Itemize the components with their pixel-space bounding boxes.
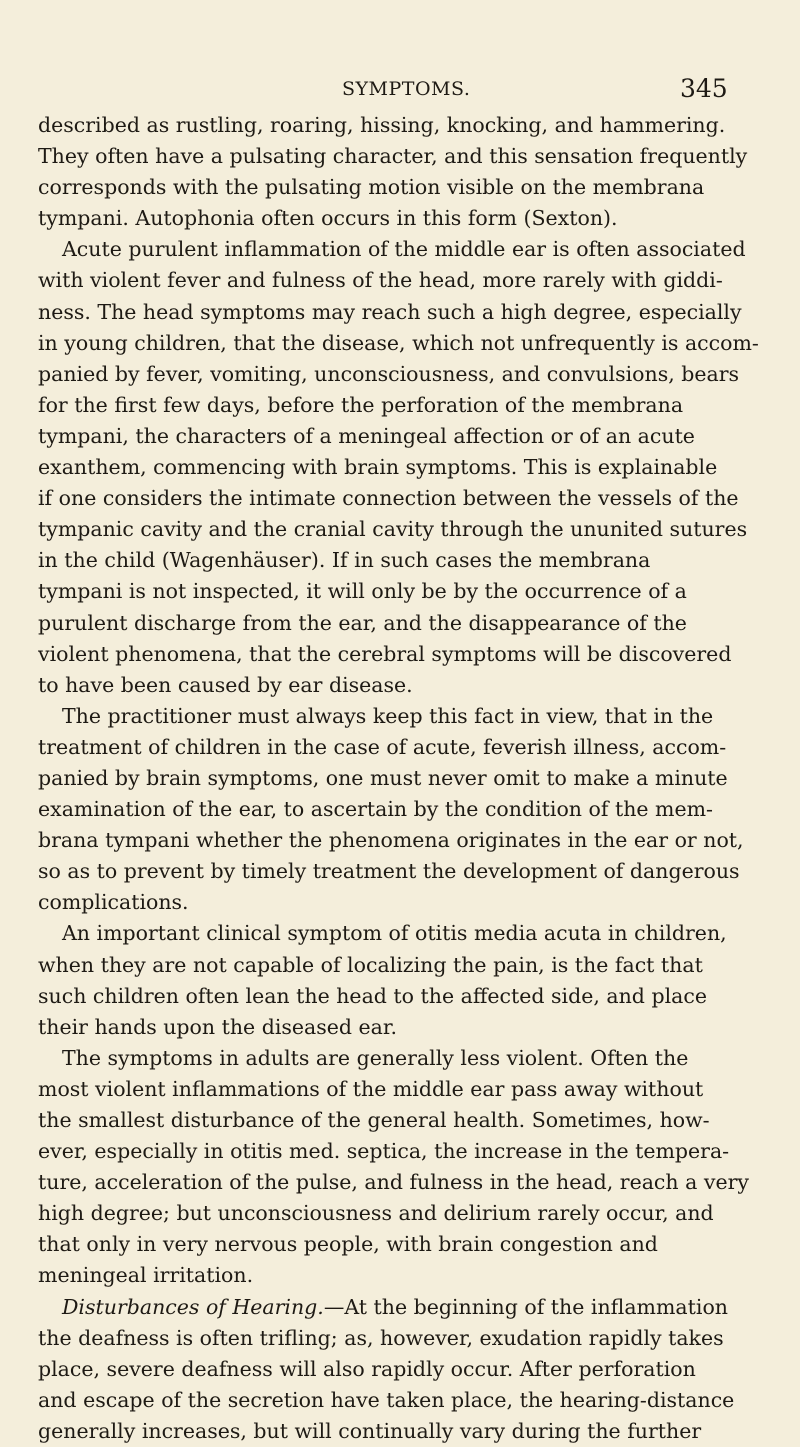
text-line: to have been caused by ear disease. bbox=[38, 672, 413, 697]
text-line: and escape of the secretion have taken place, the hearing-distance bbox=[38, 1387, 735, 1412]
text-line: for the first few days, before the perforation of the membrana bbox=[38, 392, 684, 417]
text-line: meningeal irritation. bbox=[38, 1263, 254, 1288]
text-line: An important clinical symptom of otitis media acuta in children, bbox=[62, 921, 727, 946]
text-line: the deafness is often trifling; as, however, exudation rapidly takes bbox=[38, 1325, 724, 1350]
text-line: exanthem, commencing with brain symptoms. This is explainable bbox=[38, 455, 718, 480]
text-line: if one considers the intimate connection between the vessels of the bbox=[38, 486, 739, 511]
section-heading: Disturbances of Hearing. bbox=[62, 1294, 324, 1319]
text-line: corresponds with the pulsating motion visible on the membrana bbox=[38, 175, 705, 200]
section-heading-line bbox=[38, 1292, 790, 1323]
section-heading-rest: —At the beginning of the inflammation bbox=[323, 1294, 728, 1319]
text-line: brana tympani whether the phenomena originates in the ear or not, bbox=[38, 828, 744, 853]
text-line: purulent discharge from the ear, and the disappearance of the bbox=[38, 610, 687, 635]
text-line: such children often lean the head to the affected side, and place bbox=[38, 983, 707, 1008]
running-head-title: SYMPTOMS. bbox=[342, 78, 471, 100]
text-line: tympani. Autophonia often occurs in this form (Sexton). bbox=[38, 206, 618, 231]
text-line: with violent fever and fulness of the head, more rarely with giddi- bbox=[38, 268, 723, 293]
text-line: the smallest disturbance of the general health. Sometimes, how- bbox=[38, 1108, 710, 1132]
text-line: so as to prevent by timely treatment the development of dangerous bbox=[38, 859, 740, 884]
text-line: most violent inflammations of the middle ear pass away without bbox=[38, 1076, 704, 1101]
text-line: in young children, that the disease, which not unfrequently is accom- bbox=[38, 330, 759, 355]
text-line: They often have a pulsating character, and this sensation frequently bbox=[38, 144, 748, 169]
text-line: when they are not capable of localizing the pain, is the fact that bbox=[38, 952, 703, 977]
text-line: Acute purulent inflammation of the middle ear is often associated bbox=[62, 237, 746, 262]
text-line: in the child (Wagenhäuser). If in such cases the membrana bbox=[38, 548, 651, 573]
text-line: The practitioner must always keep this fact in view, that in the bbox=[62, 703, 714, 728]
text-line: complications. bbox=[38, 890, 189, 915]
text-line: tympanic cavity and the cranial cavity through the ununited sutures bbox=[38, 517, 748, 542]
text-line: place, severe deafness will also rapidly occur. After perforation bbox=[38, 1356, 696, 1381]
text-line: high degree; but unconsciousness and delirium rarely occur, and bbox=[38, 1201, 714, 1226]
text-line: ever, especially in otitis med. septica, the increase in the tempera- bbox=[38, 1139, 730, 1164]
text-line: generally increases, but will continually vary during the further bbox=[38, 1418, 702, 1443]
text-line: tympani, the characters of a meningeal affection or of an acute bbox=[38, 423, 695, 448]
text-line: that only in very nervous people, with brain congestion and bbox=[38, 1232, 658, 1257]
running-head bbox=[0, 74, 800, 104]
text-line: ness. The head symptoms may reach such a high degree, especially bbox=[38, 299, 742, 324]
page-number: 345 bbox=[680, 74, 728, 103]
text-line: ture, acceleration of the pulse, and fulness in the head, reach a very bbox=[38, 1170, 749, 1195]
text-line: panied by fever, vomiting, unconsciousness, and convulsions, bears bbox=[38, 361, 740, 386]
text-line: tympani is not inspected, it will only be by the occurrence of a bbox=[38, 579, 687, 604]
text-line: The symptoms in adults are generally less violent. Often the bbox=[62, 1045, 689, 1070]
text-line: panied by brain symptoms, one must never omit to make a minute bbox=[38, 765, 728, 790]
text-line: examination of the ear, to ascertain by the condition of the mem- bbox=[38, 797, 713, 822]
text-line: their hands upon the diseased ear. bbox=[38, 1014, 397, 1039]
text-line: treatment of children in the case of acute, feverish illness, accom- bbox=[38, 734, 727, 759]
text-line: described as rustling, roaring, hissing, knocking, and hammering. bbox=[38, 113, 726, 137]
text-line: violent phenomena, that the cerebral symptoms will be discovered bbox=[38, 641, 732, 666]
body-text bbox=[38, 110, 790, 1447]
